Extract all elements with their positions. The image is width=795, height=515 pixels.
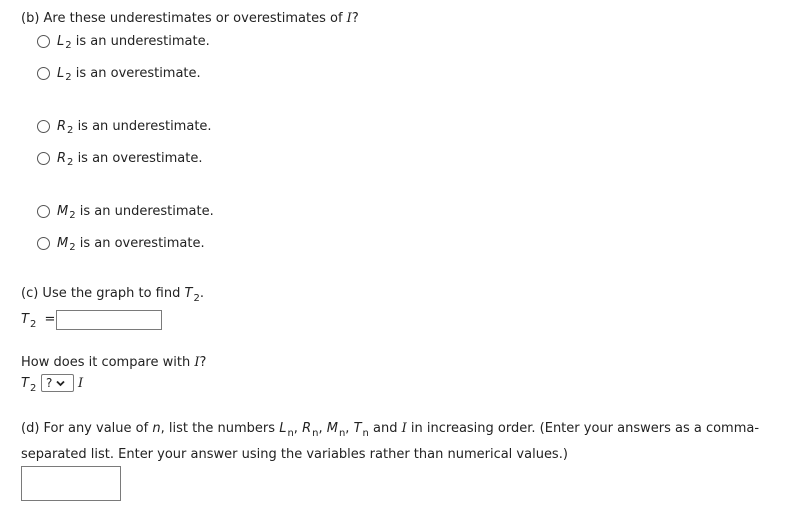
option-sub: 2 xyxy=(69,241,76,253)
option-label: is an underestimate. xyxy=(79,203,214,219)
t2-answer-label xyxy=(21,312,56,330)
part-d-text: in increasing order. (Enter your answers as a comma-separated list. Enter your answer using the variables rather than numerical values.) xyxy=(21,421,760,462)
chevron-down-icon xyxy=(56,376,65,390)
var-i: I xyxy=(401,421,407,436)
part-c-prompt xyxy=(21,286,204,304)
option-sub: 2 xyxy=(65,71,72,83)
compare-question-suffix: ? xyxy=(199,355,207,370)
integral-symbol: I xyxy=(346,11,352,26)
compare-left-var: T xyxy=(21,376,29,391)
compare-question-text: How does it compare with xyxy=(21,355,191,370)
option-var: R xyxy=(57,118,67,134)
option-label: is an overestimate. xyxy=(79,235,205,251)
sub-n: n xyxy=(287,428,294,439)
option-var: M xyxy=(57,203,69,219)
var-r: R xyxy=(302,421,312,436)
compare-left-term xyxy=(21,376,37,394)
sub-n: n xyxy=(338,428,346,439)
option-label: is an overestimate. xyxy=(77,150,203,166)
equals-sign: = xyxy=(44,312,56,327)
target-var: T xyxy=(184,286,193,301)
t2-answer-input[interactable] xyxy=(56,310,162,330)
radio-button[interactable] xyxy=(37,120,50,133)
compare-right-var: I xyxy=(78,376,84,391)
option-l2-overestimate[interactable] xyxy=(37,64,201,82)
compare-left-sub: 2 xyxy=(29,383,37,394)
answer-label-var: T xyxy=(21,312,29,327)
compare-question-var: I xyxy=(194,355,200,370)
part-c-prompt-text: (c) Use the graph to find xyxy=(21,286,181,301)
radio-button[interactable] xyxy=(37,67,50,80)
option-r2-underestimate[interactable] xyxy=(37,117,212,135)
radio-button[interactable] xyxy=(37,35,50,48)
part-d-text: , list the numbers xyxy=(160,421,276,436)
option-sub: 2 xyxy=(69,209,76,221)
comma: , xyxy=(318,421,323,436)
target-sub: 2 xyxy=(193,293,200,304)
option-label: is an overestimate. xyxy=(75,65,201,81)
part-d-text: (d) For any value of xyxy=(21,421,149,436)
part-b-question xyxy=(21,11,359,26)
select-value: ? xyxy=(46,376,53,390)
option-r2-overestimate[interactable] xyxy=(37,149,202,167)
var-l: L xyxy=(279,421,287,436)
comparison-select[interactable] xyxy=(41,374,74,392)
prompt-suffix: . xyxy=(199,286,204,301)
part-d-prompt xyxy=(21,416,781,467)
var-t: T xyxy=(353,421,362,436)
option-var: R xyxy=(57,150,67,166)
sub-n: n xyxy=(362,428,369,439)
radio-button[interactable] xyxy=(37,205,50,218)
part-b-question-text: (b) Are these underestimates or overestimates of xyxy=(21,11,343,26)
var-m: M xyxy=(326,421,338,436)
option-sub: 2 xyxy=(65,39,72,51)
order-answer-input[interactable] xyxy=(21,466,121,501)
option-sub: 2 xyxy=(67,156,74,168)
var-n: n xyxy=(152,421,161,436)
sub-n: n xyxy=(312,428,319,439)
option-label: is an underestimate. xyxy=(75,33,210,49)
answer-label-sub: 2 xyxy=(29,319,37,330)
option-m2-underestimate[interactable] xyxy=(37,202,214,220)
option-label: is an underestimate. xyxy=(77,118,212,134)
option-l2-underestimate[interactable] xyxy=(37,32,210,50)
radio-button[interactable] xyxy=(37,237,50,250)
comma: , xyxy=(293,421,298,436)
part-d-text: and xyxy=(373,421,398,436)
option-sub: 2 xyxy=(67,124,74,136)
compare-right-term xyxy=(78,376,83,391)
option-var: L xyxy=(57,65,65,81)
radio-button[interactable] xyxy=(37,152,50,165)
part-b-question-suffix: ? xyxy=(351,11,359,26)
comma: , xyxy=(345,421,350,436)
option-var: L xyxy=(57,33,65,49)
option-var: M xyxy=(57,235,69,251)
compare-question xyxy=(21,355,206,370)
option-m2-overestimate[interactable] xyxy=(37,234,205,252)
